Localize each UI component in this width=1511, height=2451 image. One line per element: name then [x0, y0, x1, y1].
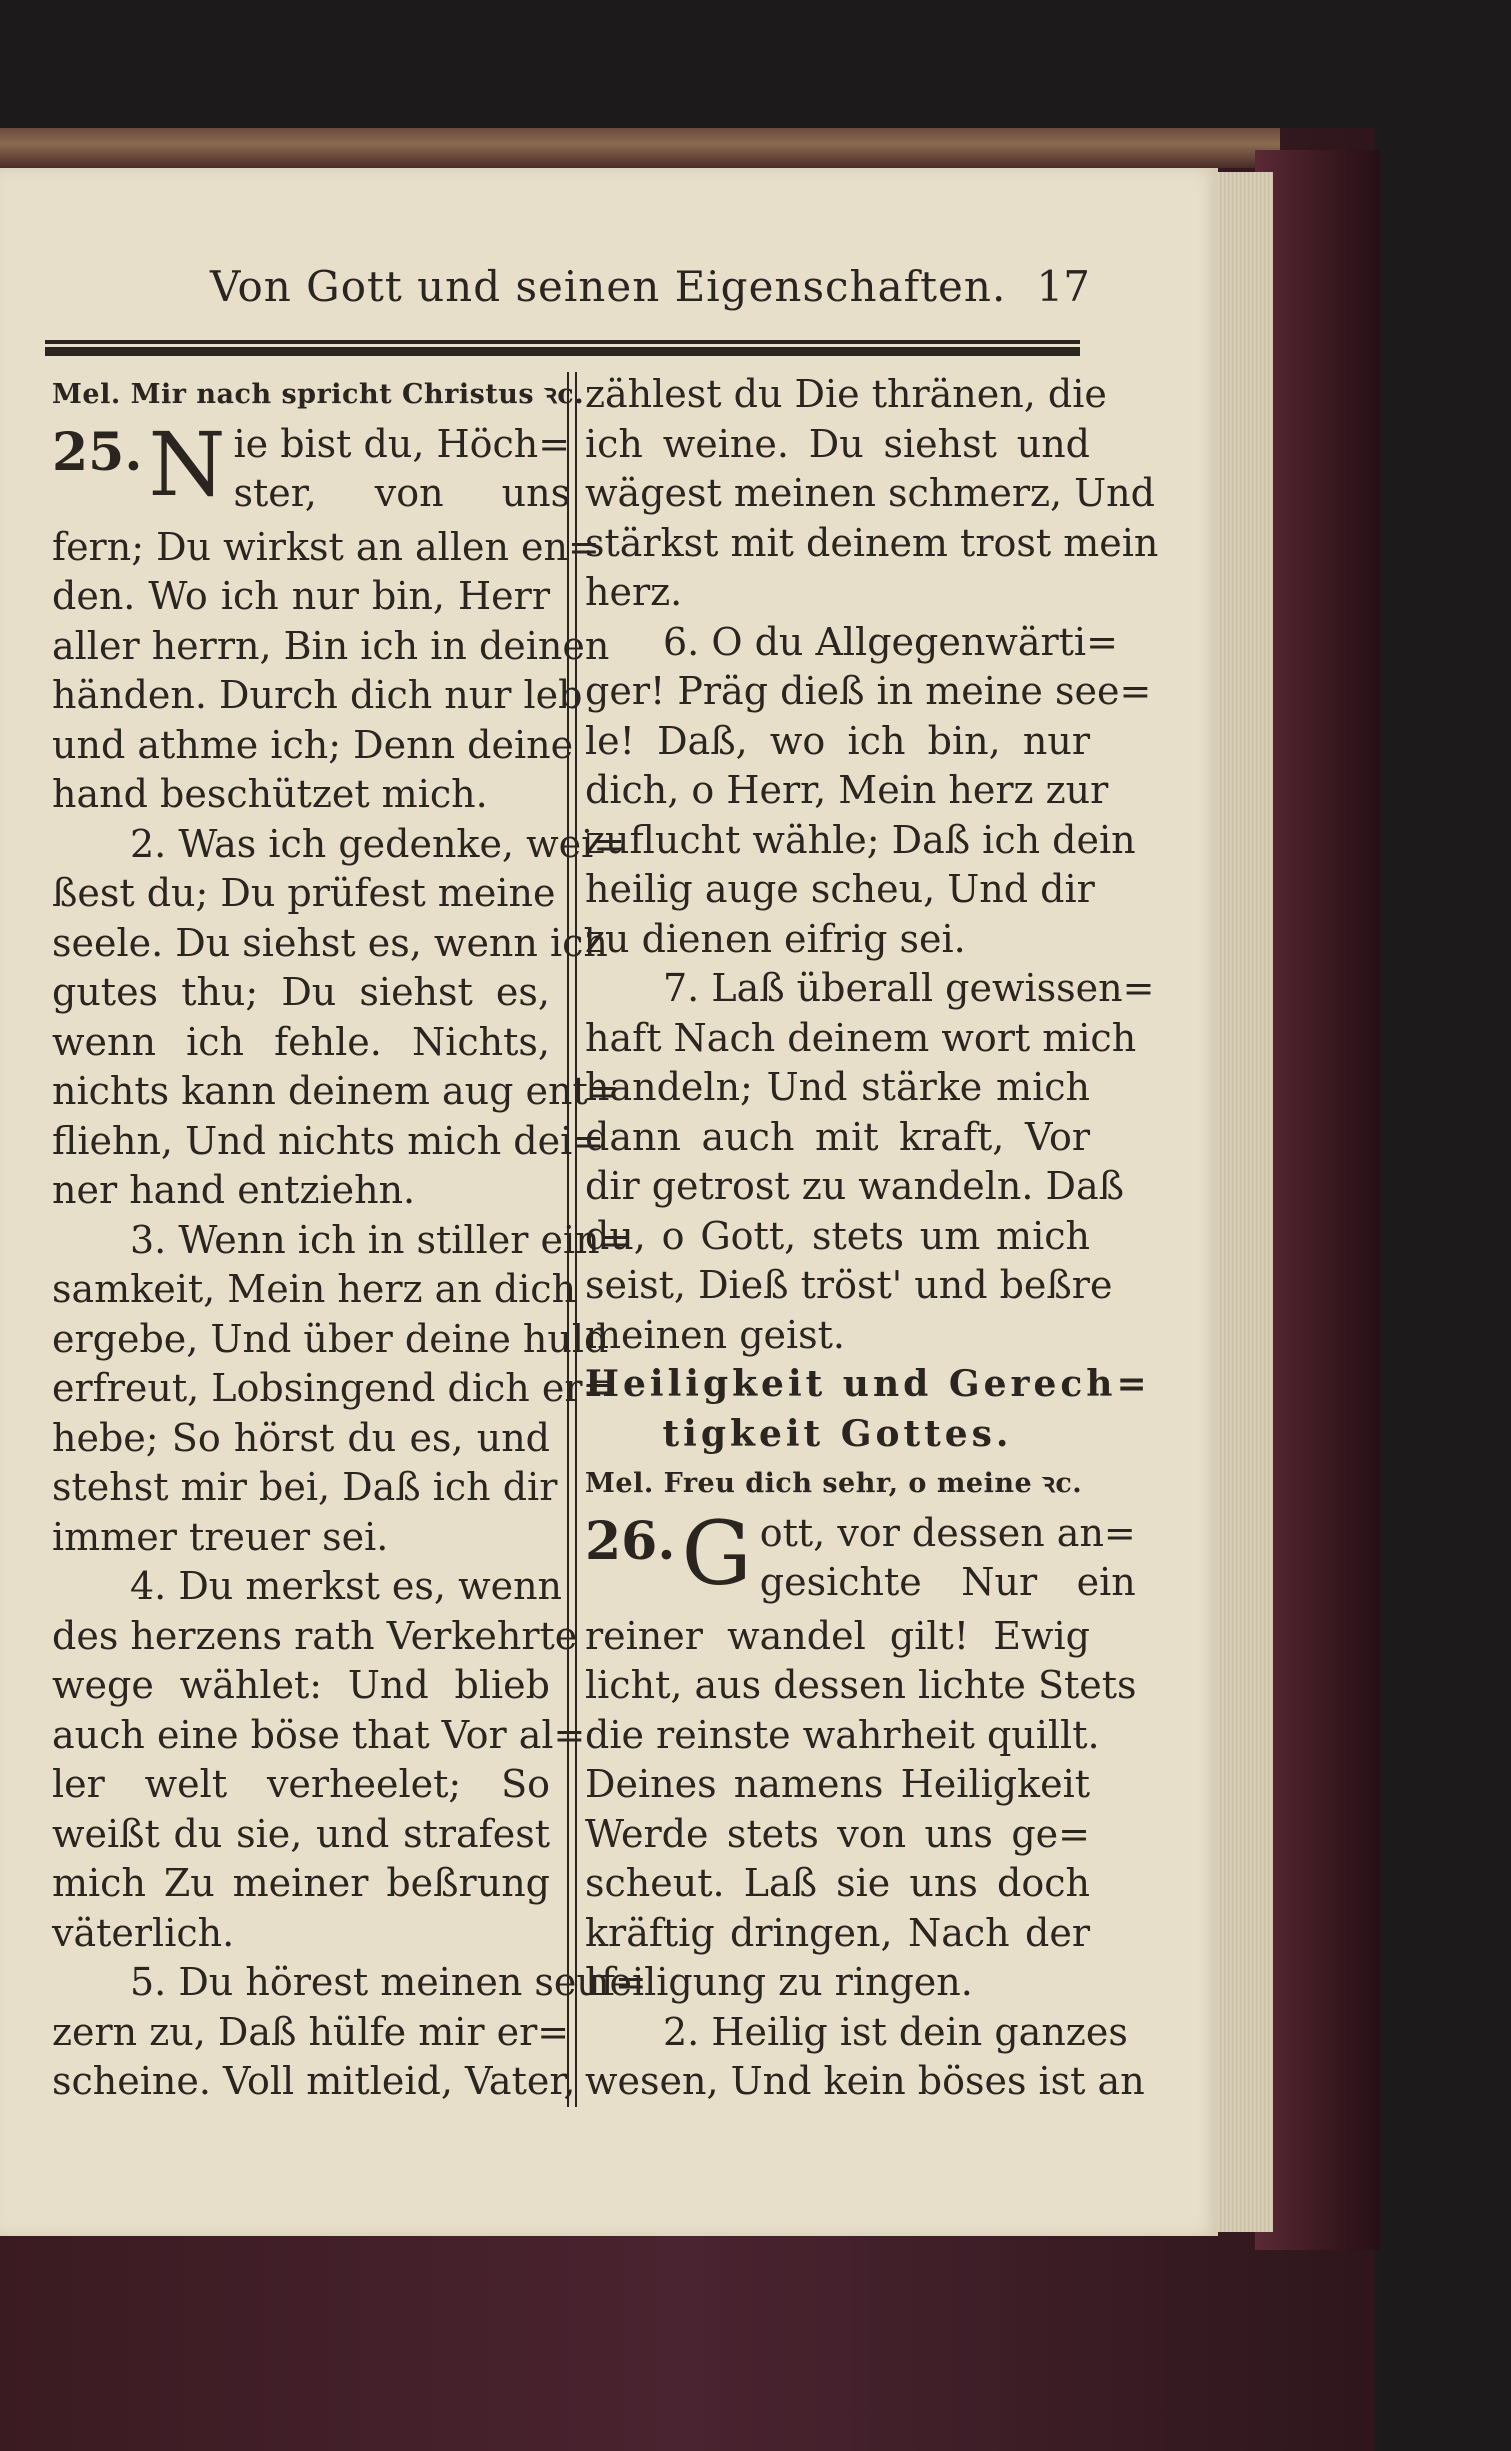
- text-line: 2. Heilig ist dein ganzes: [663, 2009, 1128, 2054]
- text-line: auch eine böse that Vor al=: [52, 1712, 586, 1757]
- text-line: stehst mir bei, Daß ich dir: [52, 1465, 558, 1509]
- text-line: und athme ich; Denn deine: [52, 722, 574, 767]
- text-line: scheut. Laß sie uns doch: [585, 1861, 1090, 1905]
- text-line: dir getrost zu wandeln. Daß: [585, 1164, 1125, 1208]
- hymn-heading: [585, 1501, 1136, 1612]
- text-line: aller herrn, Bin ich in deinen: [52, 623, 610, 668]
- text-line: handeln; Und stärke mich: [585, 1065, 1090, 1109]
- page-header: [210, 262, 1090, 322]
- text-line: den. Wo ich nur bin, Herr: [52, 574, 550, 618]
- text-line: zuflucht wähle; Daß ich dein: [585, 817, 1136, 862]
- text-line: scheine. Voll mitleid, Vater,: [52, 2059, 576, 2103]
- text-line: hand beschützet mich.: [52, 772, 488, 816]
- text-line: stärkst mit deinem trost mein: [585, 520, 1159, 565]
- text-line: 3. Wenn ich in stiller ein=: [130, 1217, 632, 1262]
- text-line: hebe; So hörst du es, und: [52, 1415, 550, 1460]
- text-line: dann auch mit kraft, Vor: [585, 1114, 1090, 1159]
- text-line: wege wählet: Und blieb: [52, 1663, 550, 1707]
- text-line: dich, o Herr, Mein herz zur: [585, 768, 1109, 812]
- book-spine-edge: [1255, 150, 1380, 2250]
- hymn-number: 25.: [52, 421, 143, 483]
- text-line: ott, vor dessen an=: [759, 1510, 1136, 1555]
- hymn-number: 26.: [585, 1510, 676, 1572]
- text-line: Werde stets von uns ge=: [585, 1811, 1090, 1856]
- text-line: ich weine. Du siehst und: [585, 421, 1090, 466]
- page-number: 17: [1036, 262, 1090, 311]
- right-column: [585, 370, 1159, 2107]
- text-line: zählest du Die thränen, die: [585, 372, 1107, 416]
- text-line: erfreut, Lobsingend dich er=: [52, 1366, 615, 1410]
- hymn-heading: [52, 412, 571, 523]
- text-line: 4. Du merkst es, wenn: [130, 1564, 563, 1608]
- text-line: herz.: [585, 570, 683, 614]
- drop-initial: G: [681, 1501, 752, 1605]
- text-line: des herzens rath Verkehrte: [52, 1613, 578, 1658]
- text-line: wägest meinen schmerz, Und: [585, 471, 1155, 515]
- column-divider: [567, 372, 577, 2107]
- text-line: ßest du; Du prüfest meine: [52, 871, 556, 915]
- text-line: samkeit, Mein herz an dich: [52, 1267, 577, 1311]
- text-line: fern; Du wirkst an allen en=: [52, 524, 600, 569]
- text-line: zu dienen eifrig sei.: [585, 916, 966, 961]
- text-line: haft Nach deinem wort mich: [585, 1015, 1137, 1060]
- text-line: ner hand entziehn.: [52, 1168, 416, 1212]
- text-line: immer treuer sei.: [52, 1514, 389, 1559]
- section-title: tigkeit Gottes.: [662, 1412, 1013, 1455]
- text-line: gesichte Nur ein: [759, 1559, 1136, 1604]
- melody-line: Mel. Mir nach spricht Christus ꝛc.: [52, 379, 585, 410]
- text-line: ster, von uns: [233, 470, 571, 515]
- drop-initial: N: [148, 412, 226, 516]
- text-line: nichts kann deinem aug ent=: [52, 1069, 620, 1113]
- text-line: die reinste wahrheit quillt.: [585, 1712, 1100, 1757]
- text-line: heiligung zu ringen.: [585, 1960, 973, 2004]
- header-rule-thin: [45, 340, 1080, 344]
- text-line: 6. O du Allgegenwärti=: [663, 619, 1118, 664]
- text-line: mich Zu meiner beßrung: [52, 1861, 550, 1905]
- text-line: ler welt verheelet; So: [52, 1762, 550, 1806]
- text-line: du, o Gott, stets um mich: [585, 1213, 1090, 1258]
- text-line: väterlich.: [52, 1910, 235, 1955]
- text-line: 2. Was ich gedenke, wei=: [130, 821, 626, 866]
- text-line: seele. Du siehst es, wenn ich: [52, 920, 608, 965]
- text-line: ie bist du, Höch=: [233, 421, 571, 466]
- page-edges: [1215, 172, 1273, 2232]
- text-line: 5. Du hörest meinen seuf=: [130, 1960, 647, 2004]
- header-rule-thick: [45, 347, 1080, 356]
- text-line: zern zu, Daß hülfe mir er=: [52, 2009, 570, 2054]
- text-line: Deines namens Heiligkeit: [585, 1762, 1090, 1806]
- text-line: gutes thu; Du siehst es,: [52, 970, 550, 1014]
- text-line: kräftig dringen, Nach der: [585, 1910, 1090, 1955]
- text-line: 7. Laß überall gewissen=: [663, 966, 1155, 1010]
- section-title: Heiligkeit und Gerech=: [585, 1363, 1151, 1405]
- text-line: wenn ich fehle. Nichts,: [52, 1019, 550, 1064]
- melody-line: Mel. Freu dich sehr, o meine ꝛc.: [585, 1468, 1083, 1499]
- text-line: heilig auge scheu, Und dir: [585, 867, 1095, 911]
- hymn-first-lines: [760, 1509, 1136, 1607]
- text-line: weißt du sie, und strafest: [52, 1811, 550, 1856]
- text-line: fliehn, Und nichts mich dei=: [52, 1118, 605, 1163]
- book-cover-top-edge: [0, 128, 1280, 168]
- text-line: ger! Präg dieß in meine see=: [585, 669, 1152, 713]
- text-line: licht, aus dessen lichte Stets: [585, 1663, 1137, 1707]
- running-title: Von Gott und seinen Eigenschaften.: [210, 262, 1007, 311]
- text-line: meinen geist.: [585, 1312, 846, 1357]
- text-line: ergebe, Und über deine huld: [52, 1316, 609, 1361]
- text-line: wesen, Und kein böses ist an: [585, 2059, 1145, 2103]
- text-line: le! Daß, wo ich bin, nur: [585, 718, 1090, 763]
- hymn-first-lines: [233, 420, 570, 518]
- text-line: händen. Durch dich nur leb: [52, 673, 583, 717]
- text-line: seist, Dieß tröst' und beßre: [585, 1263, 1113, 1307]
- text-line: reiner wandel gilt! Ewig: [585, 1613, 1090, 1658]
